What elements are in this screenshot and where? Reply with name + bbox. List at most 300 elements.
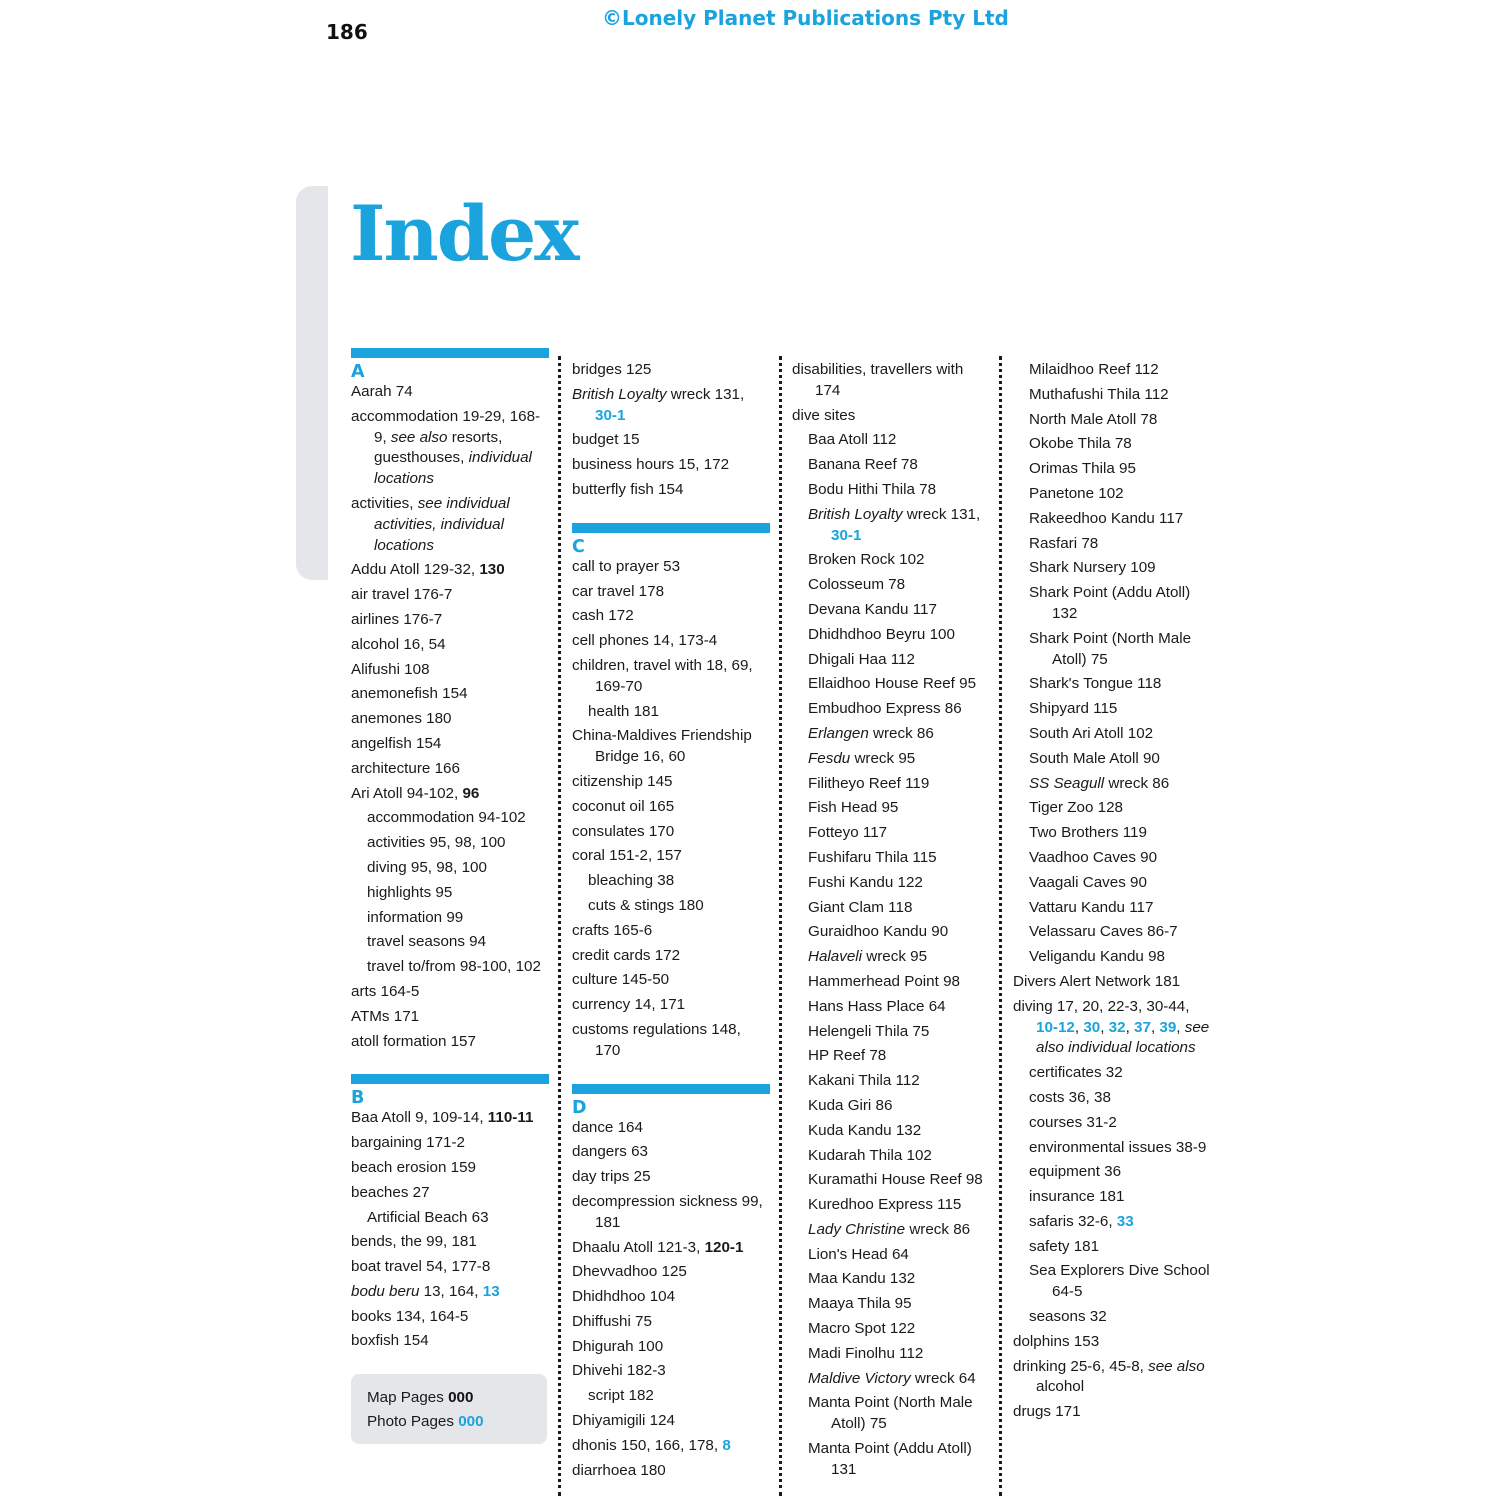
index-subentry	[1029, 699, 1213, 720]
entry-text: China-Maldives Friendship Bridge 16, 60	[572, 727, 752, 766]
entry-text: Addu Atoll 129-32,	[351, 561, 480, 579]
page-title: Index	[350, 189, 578, 278]
index-subentry	[1029, 873, 1213, 894]
index-subentry	[1029, 410, 1213, 431]
index-subentry	[1029, 583, 1213, 625]
entry-text: Vattaru Kandu 117	[1029, 898, 1154, 916]
index-entry	[572, 606, 770, 627]
index-entry	[572, 360, 770, 381]
index-subentry	[808, 873, 992, 894]
index-entry	[351, 635, 549, 656]
entry-text: 13, 164,	[419, 1282, 483, 1300]
index-subentry	[1029, 1088, 1213, 1109]
entry-text: business hours 15, 172	[572, 456, 730, 474]
index-subentry	[808, 1022, 992, 1043]
entry-text: Baa Atoll 112	[808, 431, 897, 449]
entry-text: Alifushi 108	[351, 660, 430, 678]
entry-text: Maaya Thila 95	[808, 1295, 912, 1313]
entry-text: Halaveli	[808, 948, 863, 966]
entry-text: dangers 63	[572, 1143, 648, 1161]
entry-text: Kuda Kandu 132	[808, 1121, 922, 1139]
index-subentry	[588, 702, 770, 723]
photo-page-ref: 8	[722, 1436, 731, 1454]
entry-text: beach erosion 159	[351, 1158, 476, 1176]
index-entry	[351, 734, 549, 755]
entry-text: Manta Point (North Male Atoll) 75	[808, 1394, 973, 1433]
section-letter: C	[572, 536, 585, 557]
entry-text: decompression sickness 99, 181	[572, 1192, 763, 1231]
index-entry	[572, 1142, 770, 1163]
photo-page-ref: 37	[1134, 1018, 1151, 1036]
index-entry	[572, 846, 770, 867]
entry-text: safety 181	[1029, 1237, 1100, 1255]
entry-text: environmental issues 38-9	[1029, 1138, 1207, 1156]
index-subentry	[1029, 1237, 1213, 1258]
entry-text: wreck 95	[850, 749, 916, 767]
entry-text: Shipyard 115	[1029, 700, 1118, 718]
index-entry	[572, 1192, 770, 1234]
index-subentry	[1029, 558, 1213, 579]
entry-text: Fesdu	[808, 749, 851, 767]
index-entry	[572, 1312, 770, 1333]
entry-text: Colosseum 78	[808, 576, 906, 594]
entry-text: Dhigurah 100	[572, 1337, 664, 1355]
entry-text: see individual activities, individual locations	[374, 494, 510, 554]
entry-text: wreck 64	[910, 1369, 976, 1387]
index-section-d	[572, 1084, 770, 1482]
entry-text: Rakeedhoo Kandu 117	[1029, 509, 1184, 527]
photo-pages-key	[367, 1410, 531, 1434]
entry-text: Guraidhoo Kandu 90	[808, 923, 949, 941]
entry-text: customs regulations 148, 170	[572, 1020, 741, 1059]
entry-text: cell phones 14, 173-4	[572, 632, 718, 650]
entry-text: day trips 25	[572, 1168, 651, 1186]
index-subentry	[1029, 674, 1213, 695]
entry-text: budget 15	[572, 431, 640, 449]
index-subentry	[808, 1170, 992, 1191]
entry-text: ,	[1100, 1018, 1109, 1036]
index-entry	[572, 455, 770, 476]
index-subentry	[808, 600, 992, 621]
index-subentry	[808, 1294, 992, 1315]
index-subentry	[1029, 1187, 1213, 1208]
entry-text: Macro Spot 122	[808, 1320, 916, 1338]
entry-text: Hammerhead Point 98	[808, 972, 960, 990]
entry-text: Fushi Kandu 122	[808, 873, 923, 891]
entry-text: Two Brothers 119	[1029, 824, 1147, 842]
entry-text: Divers Alert Network 181	[1013, 972, 1181, 990]
index-subentry	[367, 1208, 549, 1229]
map-page-ref: 96	[462, 784, 480, 802]
entry-text: Kuda Giri 86	[808, 1096, 893, 1114]
index-entry	[351, 1232, 549, 1253]
index-subentry	[808, 997, 992, 1018]
section-letter: D	[572, 1097, 587, 1118]
index-subentry	[808, 922, 992, 943]
entry-text: Muthafushi Thila 112	[1029, 385, 1169, 403]
entry-text: ,	[1125, 1018, 1135, 1036]
entry-text: airlines 176-7	[351, 610, 443, 628]
entry-text: Vaagali Caves 90	[1029, 873, 1147, 891]
entry-text: architecture 166	[351, 759, 460, 777]
entry-text: courses 31-2	[1029, 1113, 1117, 1131]
entry-text: Baa Atoll 9, 109-14,	[351, 1109, 488, 1127]
column-divider	[558, 356, 561, 1496]
index-subentry	[1029, 434, 1213, 455]
entry-text: drinking 25-6, 45-8,	[1013, 1357, 1149, 1375]
entry-text: Embudhoo Express 86	[808, 700, 962, 718]
entry-text: dance 164	[572, 1118, 643, 1136]
entry-text: see also individual locations	[1036, 1018, 1210, 1057]
index-entry	[572, 1238, 770, 1259]
index-entry	[351, 684, 549, 705]
index-entry	[1013, 1332, 1213, 1353]
index-subentry	[1029, 1162, 1213, 1183]
entry-text: wreck 86	[905, 1220, 971, 1238]
entry-text: Dhigali Haa 112	[808, 650, 915, 668]
entry-text: accommodation 19-29, 168-9,	[351, 407, 541, 446]
index-subentry	[1029, 385, 1213, 406]
section-letter: B	[351, 1088, 365, 1109]
index-subentry	[808, 1245, 992, 1266]
index-entry	[351, 585, 549, 606]
index-subentry	[808, 947, 992, 968]
entry-text: consulates 170	[572, 822, 675, 840]
entry-text: cuts & stings 180	[588, 896, 704, 914]
entry-text: Manta Point (Addu Atoll) 131	[808, 1440, 972, 1478]
index-subentry	[1029, 798, 1213, 819]
photo-page-ref: 39	[1159, 1018, 1177, 1036]
index-entry	[792, 360, 992, 402]
index-entry	[351, 709, 549, 730]
entry-text: Madi Finolhu 112	[808, 1344, 924, 1362]
entry-text: Shark's Tongue 118	[1029, 675, 1162, 693]
entry-text: Orimas Thila 95	[1029, 460, 1136, 478]
index-subentry	[1029, 534, 1213, 555]
index-subentry	[808, 1439, 992, 1481]
entry-text: Kuramathi House Reef 98	[808, 1171, 983, 1189]
index-subentry	[367, 833, 549, 854]
entry-text: wreck 86	[868, 724, 934, 742]
entry-text: travel to/from 98-100, 102	[367, 958, 541, 976]
entry-text: individual locations	[374, 449, 532, 488]
index-entry	[572, 656, 770, 698]
index-subentry	[1029, 1063, 1213, 1084]
entry-text: angelfish 154	[351, 734, 442, 752]
entry-text: drugs 171	[1013, 1403, 1081, 1421]
index-entry	[351, 982, 549, 1003]
entry-text: Hans Hass Place 64	[808, 997, 946, 1015]
index-subentry	[808, 724, 992, 745]
copyright-notice: ©Lonely Planet Publications Pty Ltd	[602, 6, 1009, 30]
index-entry	[351, 1007, 549, 1028]
index-subentry	[808, 430, 992, 451]
index-entry	[351, 610, 549, 631]
entry-text: boxfish 154	[351, 1332, 429, 1350]
entry-text: ,	[1176, 1018, 1185, 1036]
entry-text: dive sites	[792, 406, 856, 424]
entry-text: safaris 32-6,	[1029, 1212, 1117, 1230]
index-subentry	[1029, 922, 1213, 943]
index-column-3	[792, 360, 992, 1503]
index-section-continued	[1013, 360, 1213, 1423]
index-entry	[1013, 1402, 1213, 1423]
section-bar	[351, 348, 549, 358]
entry-text: Giant Clam 118	[808, 898, 913, 916]
index-subentry	[1029, 360, 1213, 381]
entry-text: citizenship 145	[572, 772, 673, 790]
entry-text: children, travel with 18, 69, 169-70	[572, 656, 753, 695]
entry-text: anemonefish 154	[351, 685, 468, 703]
entry-text: diarrhoea 180	[572, 1461, 666, 1479]
index-subentry	[1029, 823, 1213, 844]
index-subentry	[808, 1121, 992, 1142]
entry-text: anemones 180	[351, 710, 452, 728]
entry-text: SS Seagull	[1029, 774, 1105, 792]
entry-text: activities,	[351, 494, 418, 512]
entry-text: alcohol 16, 54	[351, 635, 446, 653]
entry-text: crafts 165-6	[572, 921, 653, 939]
photo-page-ref: 30-1	[831, 526, 862, 544]
photo-pages-label: Photo Pages	[367, 1413, 454, 1431]
entry-text: coral 151-2, 157	[572, 847, 682, 865]
entry-text: Helengeli Thila 75	[808, 1022, 930, 1040]
entry-text: atoll formation 157	[351, 1032, 476, 1050]
entry-text: highlights 95	[367, 883, 453, 901]
entry-text: wreck 86	[1104, 774, 1170, 792]
index-entry	[572, 631, 770, 652]
index-entry	[351, 1282, 549, 1303]
entry-text: travel seasons 94	[367, 933, 487, 951]
index-subentry	[808, 699, 992, 720]
entry-text: Panetone 102	[1029, 484, 1124, 502]
entry-text: health 181	[588, 702, 659, 720]
entry-text: Broken Rock 102	[808, 551, 925, 569]
entry-text: Banana Reef 78	[808, 456, 918, 474]
index-entry	[351, 494, 549, 556]
entry-text: Dhiyamigili 124	[572, 1412, 675, 1430]
index-subentry	[1029, 484, 1213, 505]
entry-text: Veligandu Kandu 98	[1029, 948, 1165, 966]
entry-text: Shark Point (North Male Atoll) 75	[1029, 629, 1192, 668]
photo-pages-value: 000	[458, 1413, 484, 1431]
index-subentry	[808, 898, 992, 919]
index-subentry	[808, 823, 992, 844]
index-subentry	[808, 749, 992, 770]
entry-text: butterfly fish 154	[572, 480, 684, 498]
entry-text: Dhidhdhoo 104	[572, 1288, 676, 1306]
entry-text: see also	[390, 428, 448, 446]
index-entry	[572, 1287, 770, 1308]
index-entry	[1013, 997, 1213, 1059]
index-subentry	[808, 1393, 992, 1435]
index-subentry	[808, 1096, 992, 1117]
section-bar	[351, 1074, 549, 1084]
entry-text: currency 14, 171	[572, 996, 686, 1014]
index-subentry	[1029, 1261, 1213, 1303]
index-subentry	[1029, 898, 1213, 919]
index-entry	[572, 1118, 770, 1139]
index-subentry	[808, 1146, 992, 1167]
entry-text: Dhivehi 182-3	[572, 1362, 666, 1380]
index-entry	[572, 995, 770, 1016]
index-subentry	[808, 972, 992, 993]
entry-text: North Male Atoll 78	[1029, 410, 1158, 428]
index-entry	[351, 382, 549, 403]
entry-text: wreck 95	[862, 948, 928, 966]
section-bar	[572, 523, 770, 533]
index-subentry	[1029, 459, 1213, 480]
entry-text: disabilities, travellers with 174	[792, 361, 964, 399]
index-entry	[351, 1108, 549, 1129]
index-entry	[351, 759, 549, 780]
section-tab	[296, 186, 328, 580]
entry-text: arts 164-5	[351, 982, 420, 1000]
entry-text: Kudarah Thila 102	[808, 1146, 932, 1164]
index-column-1	[351, 348, 549, 1444]
entry-text: British Loyalty	[808, 505, 903, 523]
entry-text: Lady Christine	[808, 1220, 906, 1238]
entry-text: Artificial Beach 63	[367, 1208, 489, 1226]
index-subentry	[367, 808, 549, 829]
index-subentry	[588, 896, 770, 917]
entry-text: dolphins 153	[1013, 1332, 1100, 1350]
index-subentry	[1029, 629, 1213, 671]
index-subentry	[1029, 774, 1213, 795]
section-letter: A	[351, 362, 365, 382]
index-entry	[572, 1337, 770, 1358]
entry-text: South Ari Atoll 102	[1029, 724, 1154, 742]
index-entry	[572, 921, 770, 942]
entry-text: Kuredhoo Express 115	[808, 1196, 962, 1214]
map-page-ref: 120-1	[704, 1238, 744, 1256]
index-subentry	[367, 908, 549, 929]
index-entry	[351, 1307, 549, 1328]
index-entry	[1013, 972, 1213, 993]
index-section-c	[572, 523, 770, 1062]
entry-text: Sea Explorers Dive School 64-5	[1029, 1262, 1210, 1301]
entry-text: Fushifaru Thila 115	[808, 848, 937, 866]
index-entry	[351, 1158, 549, 1179]
entry-text: ,	[1150, 1018, 1160, 1036]
entry-text: Dhidhdhoo Beyru 100	[808, 625, 955, 643]
entry-text: HP Reef 78	[808, 1047, 887, 1065]
index-entry	[351, 784, 549, 805]
index-entry	[572, 1411, 770, 1432]
entry-text: insurance 181	[1029, 1188, 1125, 1206]
entry-text: Vaadhoo Caves 90	[1029, 848, 1158, 866]
index-subentry	[367, 883, 549, 904]
entry-text: beaches 27	[351, 1183, 430, 1201]
index-entry	[1013, 1357, 1213, 1399]
index-entry	[572, 1361, 770, 1382]
index-section-continued	[572, 360, 770, 501]
entry-text: books 134, 164-5	[351, 1307, 469, 1325]
entry-text: activities 95, 98, 100	[367, 834, 506, 852]
photo-page-ref: 30-1	[595, 406, 626, 424]
entry-text: costs 36, 38	[1029, 1088, 1111, 1106]
entry-text: Aarah 74	[351, 383, 413, 400]
entry-text: Rasfari 78	[1029, 534, 1099, 552]
index-subentry	[1029, 509, 1213, 530]
index-column-4	[1013, 360, 1213, 1445]
entry-text: Okobe Thila 78	[1029, 435, 1132, 453]
index-subentry	[367, 858, 549, 879]
entry-text: alcohol	[1036, 1378, 1085, 1396]
index-entry	[351, 560, 549, 581]
entry-text: Maa Kandu 132	[808, 1270, 916, 1288]
index-subentry	[588, 871, 770, 892]
index-subentry	[808, 1071, 992, 1092]
entry-text: ATMs 171	[351, 1007, 420, 1025]
index-subentry	[808, 505, 992, 547]
index-section-continued	[792, 360, 992, 1481]
entry-text: Ellaidhoo House Reef 95	[808, 675, 977, 693]
index-section-b	[351, 1074, 549, 1352]
photo-page-ref: 30	[1083, 1018, 1101, 1036]
index-subentry	[588, 1386, 770, 1407]
entry-text: Bodu Hithi Thila 78	[808, 480, 937, 498]
index-entry	[351, 1257, 549, 1278]
entry-text: Tiger Zoo 128	[1029, 799, 1123, 817]
map-pages-value: 000	[448, 1389, 474, 1407]
index-entry	[351, 1183, 549, 1204]
index-subentry	[808, 848, 992, 869]
entry-text: wreck 131,	[666, 385, 745, 403]
index-entry	[572, 726, 770, 768]
entry-text: British Loyalty	[572, 385, 667, 403]
map-pages-key	[367, 1386, 531, 1410]
index-subentry	[808, 550, 992, 571]
index-entry	[572, 772, 770, 793]
photo-page-ref: 13	[482, 1282, 500, 1300]
entry-text: South Male Atoll 90	[1029, 749, 1160, 767]
entry-text: Kakani Thila 112	[808, 1072, 920, 1090]
index-subentry	[808, 625, 992, 646]
index-subentry	[808, 798, 992, 819]
map-page-ref: 130	[479, 561, 505, 579]
photo-page-ref: 32	[1108, 1018, 1126, 1036]
index-subentry	[808, 674, 992, 695]
entry-text: credit cards 172	[572, 946, 681, 964]
entry-text: diving 17, 20, 22-3, 30-44,	[1013, 997, 1190, 1015]
index-subentry	[1029, 724, 1213, 745]
entry-text: coconut oil 165	[572, 797, 675, 815]
index-subentry	[808, 575, 992, 596]
index-entry	[572, 385, 770, 427]
entry-text: Filitheyo Reef 119	[808, 774, 930, 792]
index-subentry	[808, 1195, 992, 1216]
index-subentry	[808, 455, 992, 476]
entry-text: accommodation 94-102	[367, 809, 526, 827]
entry-text: Dhaalu Atoll 121-3,	[572, 1238, 705, 1256]
index-subentry	[367, 932, 549, 953]
index-subentry	[1029, 947, 1213, 968]
section-bar	[572, 1084, 770, 1094]
entry-text: cash 172	[572, 607, 634, 625]
column-divider	[779, 356, 782, 1496]
index-subentry	[367, 957, 549, 978]
index-subentry	[808, 1269, 992, 1290]
entry-text: dhonis 150, 166, 178,	[572, 1436, 723, 1454]
entry-text: resorts, guesthouses,	[374, 428, 503, 467]
index-subentry	[1029, 1212, 1213, 1233]
entry-text: bleaching 38	[588, 872, 675, 890]
index-subentry	[808, 1344, 992, 1365]
index-entry	[351, 660, 549, 681]
entry-text: Shark Point (Addu Atoll) 132	[1029, 584, 1191, 622]
index-column-2	[572, 360, 770, 1503]
